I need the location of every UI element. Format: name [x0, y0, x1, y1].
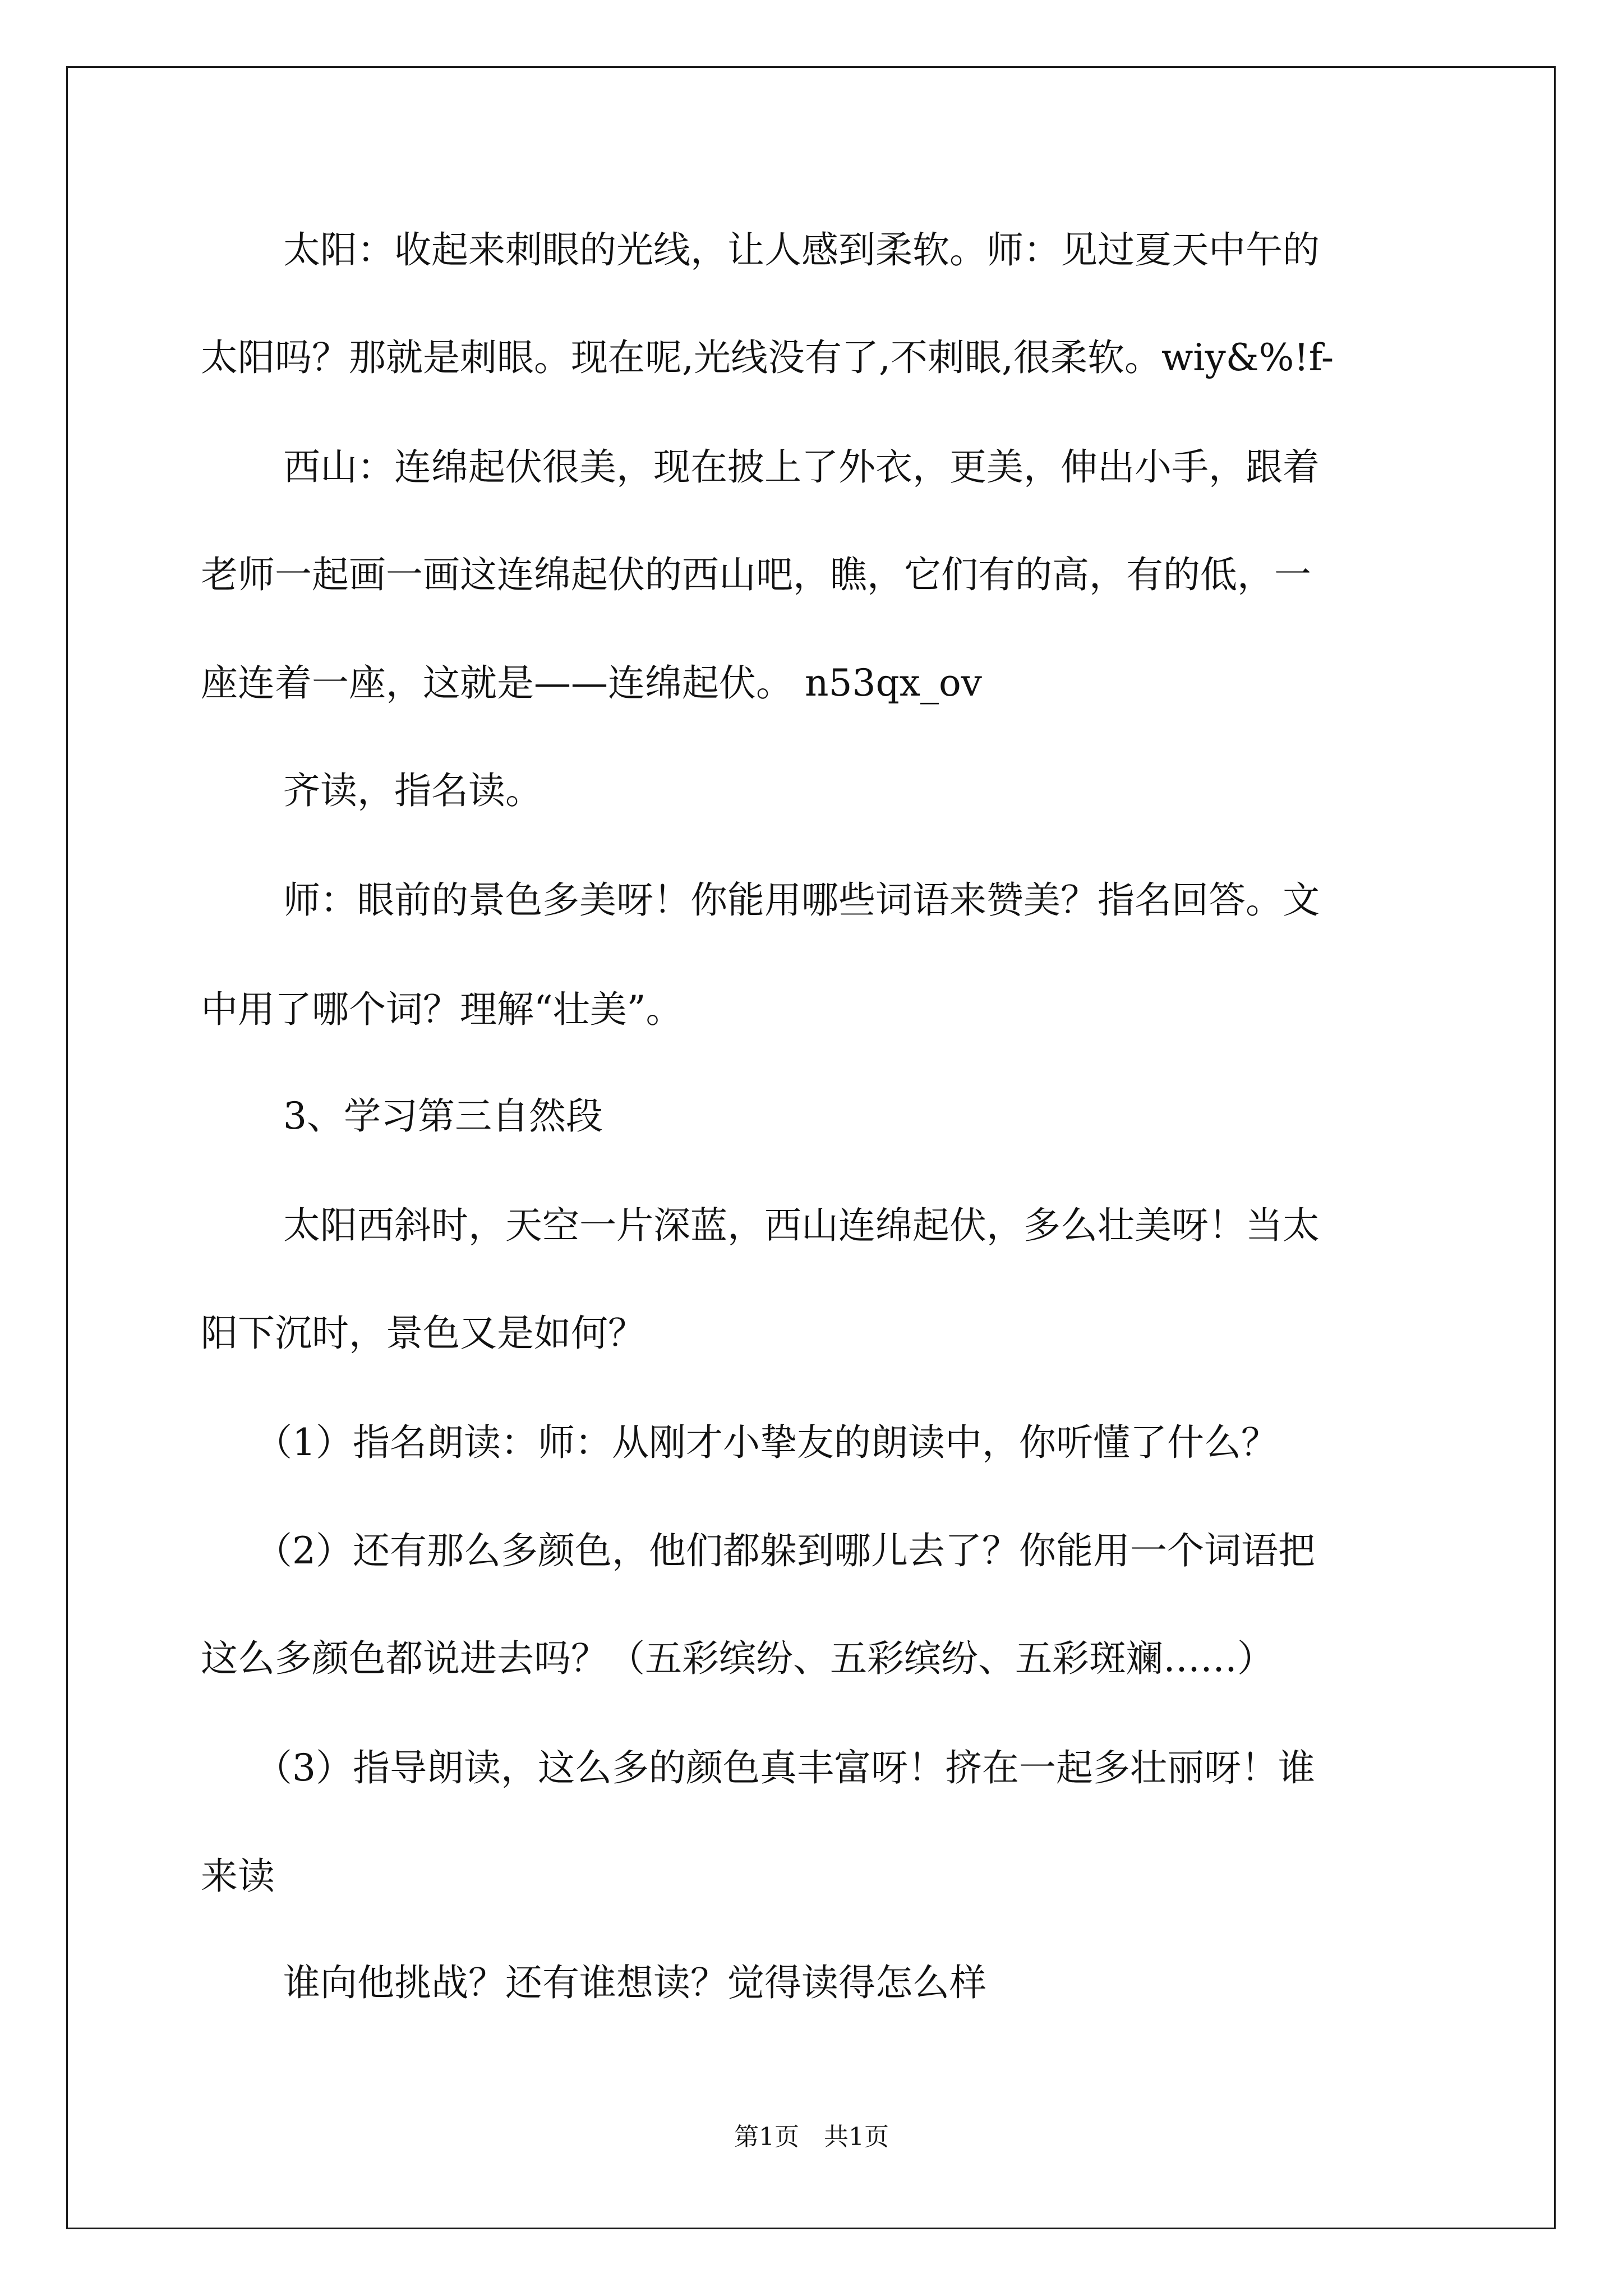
text-line: （1）指名朗读：师：从刚才小挚友的朗读中，你听懂了什么？ — [255, 1421, 1278, 1464]
text-line: 阳下沉时，景色又是如何？ — [201, 1312, 645, 1355]
text-line: 西山：连绵起伏很美，现在披上了外衣，更美，伸出小手，跟着 — [283, 445, 1320, 489]
text-line: 太阳吗？那就是刺眼。现在呢,光线没有了,不刺眼,很柔软。wiy&%!f- — [201, 336, 1334, 379]
text-line: 太阳西斜时，天空一片深蓝，西山连绵起伏，多么壮美呀！当太 — [283, 1204, 1320, 1247]
text-line: 老师一起画一画这连绵起伏的西山吧，瞧，它们有的高，有的低，一 — [201, 553, 1311, 596]
text-line: 谁向他挑战？还有谁想读？觉得读得怎么样 — [283, 1961, 986, 2004]
text-line: 师：眼前的景色多美呀！你能用哪些词语来赞美？指名回答。文 — [283, 878, 1320, 922]
text-line: 太阳：收起来刺眼的光线，让人感到柔软。师：见过夏天中午的 — [283, 228, 1320, 272]
text-line: （2）还有那么多颜色，他们都躲到哪儿去了？你能用一个词语把 — [255, 1529, 1315, 1572]
text-line: （3）指导朗读，这么多的颜色真丰富呀！挤在一起多壮丽呀！谁 — [255, 1746, 1315, 1789]
text-line: 中用了哪个词？理解“壮美”。 — [201, 988, 683, 1031]
text-line: 齐读，指名读。 — [283, 769, 542, 812]
text-line: 来读 — [201, 1855, 275, 1898]
text-line: 这么多颜色都说进去吗？（五彩缤纷、五彩缤纷、五彩斑斓……） — [201, 1637, 1274, 1680]
text-line: 3、学习第三自然段 — [283, 1094, 603, 1138]
page-border — [66, 66, 1556, 2229]
text-line: 座连着一座，这就是——连绵起伏。 n53qx_ov — [201, 661, 982, 705]
page-footer: 第1页 共1页 — [734, 2123, 889, 2151]
